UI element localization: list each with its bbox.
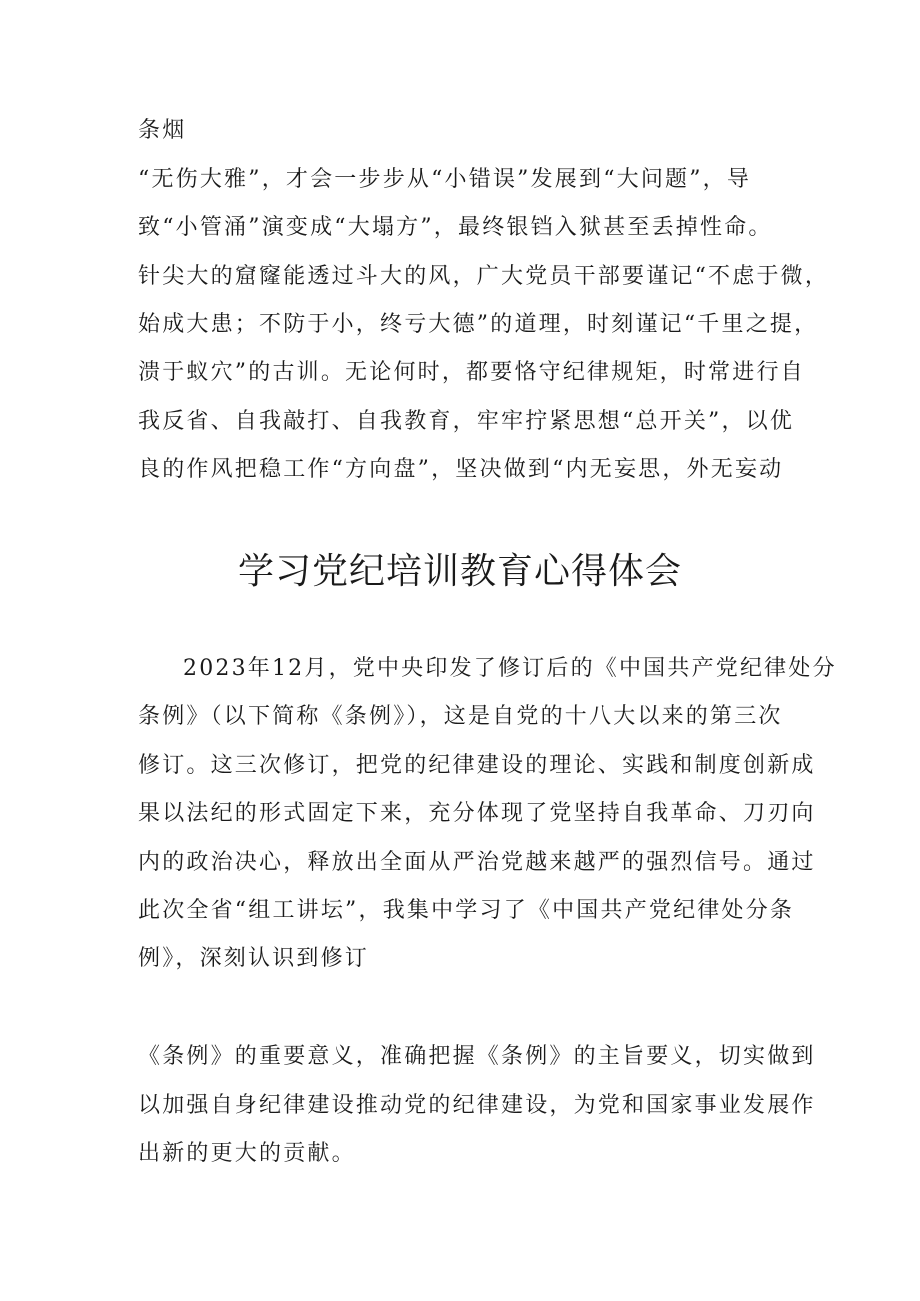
paragraph-line: 以加强自身纪律建设推动党的纪律建设，为党和国家事业发展作 bbox=[138, 1093, 816, 1118]
paragraph-line: 出新的更大的贡献。 bbox=[138, 1141, 356, 1166]
paragraph-line: 条例》（以下简称《条例》），这是自党的十八大以来的第三次 bbox=[138, 704, 783, 729]
paragraph-line: 我反省、自我敲打、自我教育，牢牢拧紧思想“总开关”，以优 bbox=[138, 409, 795, 434]
paragraph-line: 始成大患；不防于小，终亏大德”的道理，时刻谨记“千里之提， bbox=[138, 312, 819, 337]
paragraph-line: “无伤大雅”，才会一步步从“小错误”发展到“大问题”，导 bbox=[138, 167, 752, 192]
paragraph-line: 修订。这三次修订，把党的纪律建设的理论、实践和制度创新成 bbox=[138, 753, 816, 778]
paragraph-line: 内的政治决心，释放出全面从严治党越来越严的强烈信号。通过 bbox=[138, 850, 816, 875]
document-title: 学习党纪培训教育心得体会 bbox=[237, 551, 682, 592]
paragraph-line: 溃于蚁穴”的古训。无论何时，都要恪守纪律规矩，时常进行自 bbox=[138, 360, 805, 385]
paragraph-line: 条烟 bbox=[138, 118, 187, 143]
paragraph-line: 此次全省“组工讲坛”，我集中学习了《中国共产党纪律处分条 bbox=[138, 898, 795, 923]
paragraph-line: 果以法纪的形式固定下来，充分体现了党坚持自我革命、刀刃向 bbox=[138, 801, 816, 826]
paragraph-line: 2023年12月，党中央印发了修订后的《中国共产党纪律处分 bbox=[183, 656, 837, 681]
paragraph-line: 良的作风把稳工作“方向盘”，坚决做到“内无妄思，外无妄动 bbox=[138, 457, 784, 482]
paragraph-line: 针尖大的窟窿能透过斗大的风，广大党员干部要谨记“不虑于微， bbox=[138, 264, 830, 289]
paragraph-line: 《条例》的重要意义，准确把握《条例》的主旨要义，切实做到 bbox=[138, 1044, 816, 1069]
paragraph-line: 例》，深刻认识到修订 bbox=[138, 946, 370, 971]
paragraph-line: 致“小管涌”演变成“大塌方”，最终银铛入狱甚至丢掉性命。 bbox=[138, 215, 773, 240]
